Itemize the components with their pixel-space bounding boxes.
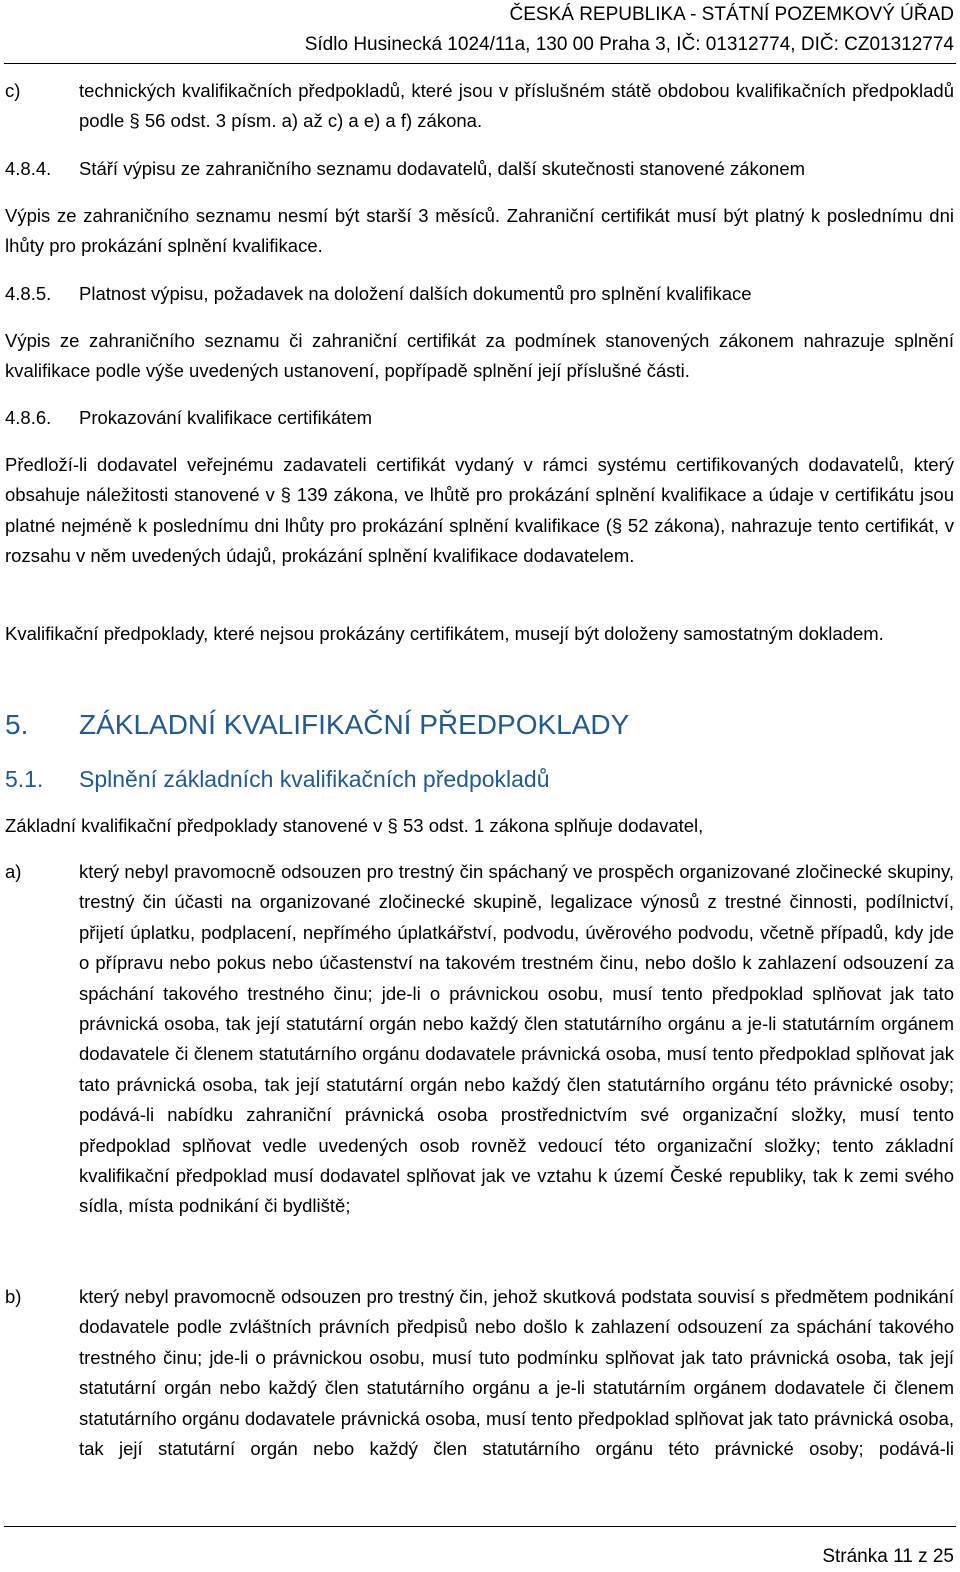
section-title-4-8-4: Stáří výpisu ze zahraničního seznamu dodavatelů, další skutečnosti stanovené zákonem: [79, 158, 806, 179]
paragraph-4-8-5: Výpis ze zahraničního seznamu či zahraniční certifikát za podmínek stanovených zákonem nahrazuje splnění kvalifikace podle výše uvedených ustanovení, popřípadě splnění její příslušné části.: [5, 330, 954, 382]
header-divider: [4, 63, 956, 64]
heading-5-1: Splnění základních kvalifikačních předpokladů: [79, 766, 550, 792]
section-title-4-8-6: Prokazování kvalifikace certifikátem: [79, 407, 373, 428]
list-label-c: c): [5, 80, 21, 101]
paragraph-4-8-4: Výpis ze zahraničního seznamu nesmí být starší 3 měsíců. Zahraniční certifikát musí být platný k poslednímu dni lhůty pro prokázání splnění kvalifikace.: [5, 205, 954, 257]
list-item-b: který nebyl pravomocně odsouzen pro trestný čin, jehož skutková podstata souvisí s předmětem podnikání dodavatele podle zvláštních právních předpisů nebo došlo k zahlazení odsouzení za spáchání takového trestného činu; jde-li o právnickou osobu, musí tuto podmínku splňovat jak tato právnická osoba, tak její statutární orgán nebo každý člen statutárního orgánu a je-li statutárním orgánem dodavatele či členem statutárního orgánu dodavatele právnická osoba, musí tento předpoklad splňovat jak tato právnická osoba, tak její statutární orgán nebo každý člen statutárního orgánu této právnické osoby; podává-li: [79, 1286, 954, 1460]
section-title-4-8-5: Platnost výpisu, požadavek na doložení dalších dokumentů pro splnění kvalifikace: [79, 283, 752, 304]
list-label-b: b): [5, 1286, 22, 1307]
section-number-4-8-5: 4.8.5.: [5, 283, 52, 304]
list-item-c: technických kvalifikačních předpokladů, které jsou v příslušném státě obdobou kvalifikačních předpokladů podle § 56 odst. 3 písm. a) až c) a e) a f) zákona.: [79, 80, 954, 132]
heading-5: ZÁKLADNÍ KVALIFIKAČNÍ PŘEDPOKLADY: [79, 709, 630, 740]
footer-divider: [4, 1526, 956, 1527]
page-header: [305, 0, 954, 60]
intro-paragraph: Základní kvalifikační předpoklady stanovené v § 53 odst. 1 zákona splňuje dodavatel,: [5, 815, 704, 836]
paragraph-4-8-6-a: Předloží-li dodavatel veřejnému zadavateli certifikát vydaný v rámci systému certifikovaných dodavatelů, který obsahuje náležitosti stanovené v § 139 zákona, ve lhůtě pro prokázání splnění kvalifikace a údaje v certifikátu jsou platné nejméně k poslednímu dni lhůty pro prokázání splnění kvalifikace (§ 52 zákona), nahrazuje tento certifikát, v rozsahu v něm uvedených údajů, prokázání splnění kvalifikace dodavatelem.: [5, 454, 954, 567]
section-number-4-8-4: 4.8.4.: [5, 158, 52, 179]
header-address: Sídlo Husinecká 1024/11a, 130 00 Praha 3, IČ: 01312774, DIČ: CZ01312774: [304, 34, 954, 55]
list-item-a: který nebyl pravomocně odsouzen pro trestný čin spáchaný ve prospěch organizované zločinecké skupiny, trestný čin účasti na organizované zločinecké skupině, legalizace výnosů z trestné činnosti, podílnictví, přijetí úplatku, podplacení, nepřímého úplatkářství, podvodu, úvěrového podvodu, včetně případů, kdy jde o přípravu nebo pokus nebo účastenství na takovém trestném činu, nebo došlo k zahlazení odsouzení za spáchání takového trestného činu; jde-li o právnickou osobu, musí tento předpoklad splňovat jak tato právnická osoba, tak její statutární orgán nebo každý člen statutárního orgánu a je-li statutárním orgánem dodavatele či členem statutárního orgánu dodavatele právnická osoba, musí tento předpoklad splňovat jak tato právnická osoba, tak její statutární orgán nebo každý člen statutárního orgánu této právnické osoby; podává-li nabídku zahraniční právnická osoba prostřednictvím své organizační složky, musí tento předpoklad splňovat vedle uvedených osob rovněž vedoucí této organizační složky; tento základní kvalifikační předpoklad musí dodavatel splňovat jak ve vztahu k území České republiky, tak k zemi svého sídla, místa podnikání či bydliště;: [79, 861, 954, 1217]
heading-number-5: 5.: [5, 709, 29, 740]
paragraph-4-8-6-b: Kvalifikační předpoklady, které nejsou prokázány certifikátem, musejí být doloženy samostatným dokladem.: [5, 623, 884, 644]
list-label-a: a): [5, 861, 22, 882]
heading-number-5-1: 5.1.: [5, 766, 44, 792]
section-number-4-8-6: 4.8.6.: [5, 407, 52, 428]
header-organization: ČESKÁ REPUBLIKA - STÁTNÍ POZEMKOVÝ ÚŘAD: [509, 4, 954, 25]
page-number: Stránka 11 z 25: [822, 1546, 954, 1567]
